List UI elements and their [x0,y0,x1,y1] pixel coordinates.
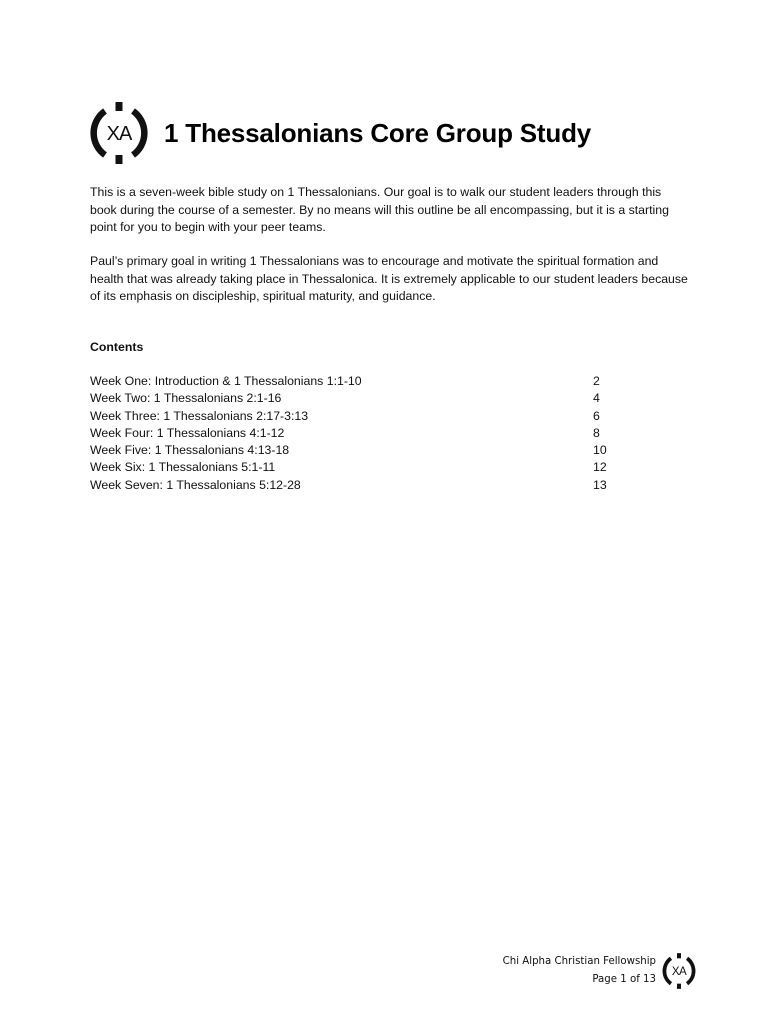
toc-item-page: 4 [593,391,600,406]
toc-item-label: Week Three: 1 Thessalonians 2:17-3:13 [90,408,309,423]
toc-item-week-three[interactable] [90,408,630,425]
toc-item-page: 8 [593,425,600,440]
toc-item-label: Week Six: 1 Thessalonians 5:1-11 [90,460,276,475]
toc-item-label: Week Two: 1 Thessalonians 2:1-16 [90,391,282,406]
toc-item-page: 2 [593,374,600,388]
toc-item-week-seven[interactable] [90,477,630,494]
toc-item-page: 6 [593,408,600,423]
toc-item-week-two[interactable] [90,390,630,407]
footer-organization: Chi Alpha Christian Fellowship [502,956,656,967]
toc-item-week-one[interactable] [90,373,630,390]
footer-logo-text: XA [671,966,687,979]
toc-item-week-six[interactable] [90,459,630,476]
toc-item-week-five[interactable] [90,442,630,459]
table-of-contents [90,373,630,494]
footer-chi-alpha-logo-icon [660,952,698,990]
logo-text: XA [106,123,132,145]
toc-item-label: Week One: Introduction & 1 Thessalonians 1:1-10 [90,374,362,388]
toc-item-page: 10 [593,443,607,458]
document-header [88,100,591,166]
toc-item-week-four[interactable] [90,425,630,442]
toc-item-page: 12 [593,460,607,475]
toc-item-label: Week Four: 1 Thessalonians 4:1-12 [90,425,285,440]
footer-page-number: Page 1 of 13 [592,974,656,985]
page-footer [503,953,656,989]
contents-heading: Contents [90,340,144,354]
chi-alpha-logo-icon [88,100,150,166]
toc-item-label: Week Five: 1 Thessalonians 4:13-18 [90,443,290,458]
toc-item-page: 13 [593,477,607,492]
page-title: 1 Thessalonians Core Group Study [164,117,592,148]
toc-item-label: Week Seven: 1 Thessalonians 5:12-28 [90,477,301,492]
intro-paragraph-1: This is a seven-week bible study on 1 Thessalonians. Our goal is to walk our student leaders through this book during the course of a semester. By no means will this outline be all encompassing, but it is a starting point for you to begin with your peer teams. [90,185,669,234]
intro-paragraph-2: Paul’s primary goal in writing 1 Thessalonians was to encourage and motivate the spiritual formation and health that was already taking place in Thessalonica. It is extremely applicable to our student leaders because of its emphasis on discipleship, spiritual maturity, and guidance. [90,254,688,303]
